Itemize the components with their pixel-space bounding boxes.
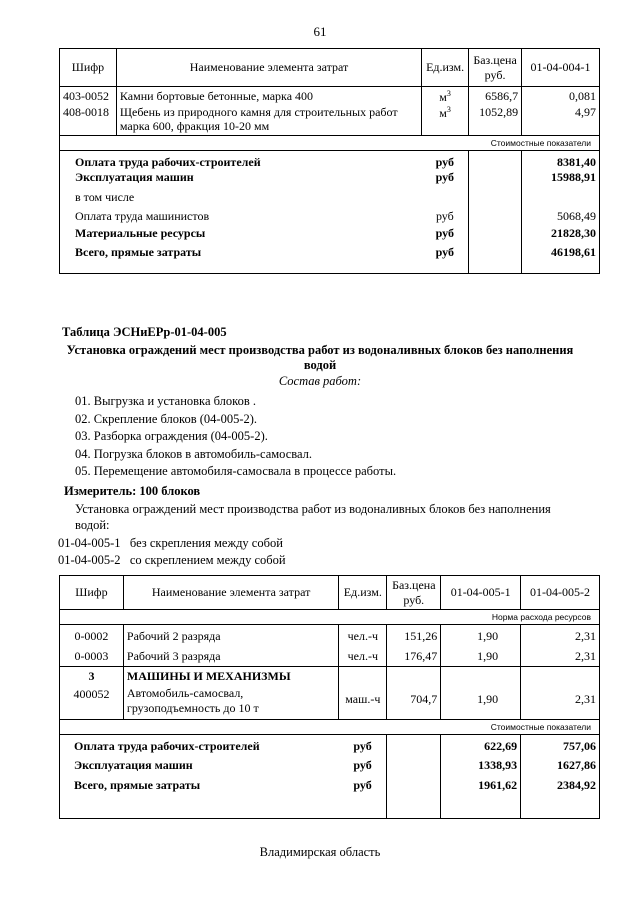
summary-value: 15988,91	[522, 170, 600, 190]
summary-value-2: 1627,86	[521, 756, 600, 776]
work-step: 04. Погрузка блоков в автомобиль-самосвал.	[75, 446, 313, 461]
unit-superscript: 3	[446, 105, 451, 114]
resource-table-2	[59, 575, 600, 819]
col-header-price: Баз.цена руб.	[387, 576, 441, 610]
summary-row	[60, 245, 600, 273]
summary-label: Оплата труда рабочих-строителей	[60, 734, 339, 756]
summary-unit: руб	[353, 738, 372, 753]
col-header-variant-1: 01-04-005-1	[441, 576, 521, 610]
summary-row	[60, 170, 600, 190]
summary-row	[60, 734, 600, 756]
summary-value-2: 2384,92	[521, 776, 600, 818]
summary-label: в том числе	[60, 190, 422, 207]
summary-empty	[469, 245, 522, 273]
summary-label: Эксплуатация машин	[60, 170, 422, 190]
summary-unit: руб	[435, 209, 454, 223]
summary-value: 5068,49	[522, 207, 600, 226]
work-step: 03. Разборка ограждения (04-005-2).	[75, 429, 268, 443]
variant-list	[58, 535, 286, 569]
machine-name-line-2: грузоподъемность до 10 т	[126, 701, 259, 715]
summary-empty	[469, 190, 522, 207]
section-label: Стоимостные показатели	[60, 719, 600, 734]
summary-empty	[469, 226, 522, 245]
row-value-2: 2,31	[521, 684, 600, 719]
variant-text: со скреплением между собой	[129, 553, 286, 567]
col-header-name: Наименование элемента затрат	[116, 49, 421, 87]
table-row	[60, 646, 600, 667]
unit-text: м	[439, 106, 447, 120]
summary-row	[60, 756, 600, 776]
group-empty	[441, 667, 521, 685]
group-empty	[521, 667, 600, 685]
summary-empty	[469, 170, 522, 190]
summary-empty	[387, 734, 441, 756]
group-code: 3	[60, 667, 124, 685]
description	[75, 501, 551, 533]
row-unit: чел.-ч	[339, 646, 387, 667]
col-header-value: 01-04-004-1	[522, 49, 600, 87]
row-value: 4,97	[522, 105, 600, 135]
col-header-code: Шифр	[60, 49, 117, 87]
heading-line-1: Установка ограждений мест производства работ из водоналивных блоков без наполнения	[66, 343, 574, 357]
table-row	[60, 684, 600, 719]
summary-row	[60, 226, 600, 245]
summary-unit: руб	[353, 758, 372, 772]
summary-row	[60, 776, 600, 818]
table-row	[60, 625, 600, 646]
norm-label-row	[60, 610, 600, 625]
group-empty	[387, 667, 441, 685]
row-unit: чел.-ч	[339, 625, 387, 646]
unit-text: м	[439, 90, 447, 104]
row-value-2: 2,31	[521, 625, 600, 646]
row-price: 176,47	[387, 646, 441, 667]
variant-text: без скрепления между собой	[129, 536, 283, 550]
footer-region: Владимирская область	[259, 845, 381, 859]
summary-value: 8381,40	[522, 150, 600, 170]
page-number: 61	[313, 24, 327, 39]
desc-line-2: водой:	[75, 518, 110, 532]
row-value-2: 2,31	[521, 646, 600, 667]
row-price: 704,7	[387, 684, 441, 719]
variant-code: 01-04-005-2	[58, 553, 121, 567]
work-steps	[75, 393, 396, 481]
machine-name-line-1: Автомобиль-самосвал,	[126, 686, 244, 700]
summary-row	[60, 150, 600, 170]
row-value-1: 1,90	[441, 646, 521, 667]
summary-label: Эксплуатация машин	[60, 756, 339, 776]
work-step: 05. Перемещение автомобиля-самосвала в процессе работы.	[75, 464, 397, 478]
meter-line: Измеритель: 100 блоков	[64, 484, 201, 498]
col-header-code: Шифр	[60, 576, 124, 610]
col-header-name: Наименование элемента затрат	[123, 576, 338, 610]
summary-empty	[469, 150, 522, 170]
row-value: 0,081	[522, 87, 600, 106]
resource-table-1	[59, 48, 600, 274]
col-header-unit: Ед.изм.	[422, 49, 469, 87]
summary-label: Оплата труда рабочих-строителей	[60, 150, 422, 170]
row-unit: маш.-ч	[339, 684, 387, 719]
work-step: 02. Скрепление блоков (04-005-2).	[75, 411, 258, 426]
heading-line-2: водой	[303, 358, 337, 372]
summary-row	[60, 190, 600, 207]
row-name: Рабочий 2 разряда	[123, 625, 338, 646]
norm-label: Норма расхода ресурсов	[60, 610, 600, 625]
row-code: 403-0052	[60, 87, 117, 106]
row-code: 0-0002	[60, 625, 124, 646]
row-price: 6586,7	[469, 87, 522, 106]
row-name: Щебень из природного камня для строительных работ марка 600, фракция 10-20 мм	[116, 105, 421, 135]
summary-empty	[387, 776, 441, 818]
summary-unit: руб	[339, 776, 387, 818]
summary-value-1: 1961,62	[441, 776, 521, 818]
summary-label: Оплата труда машинистов	[60, 207, 422, 226]
table1-header-row	[60, 49, 600, 87]
composition-title: Состав работ:	[278, 374, 362, 388]
unit-superscript: 3	[446, 89, 451, 98]
variant-code: 01-04-005-1	[58, 536, 121, 550]
summary-value-2: 757,06	[521, 734, 600, 756]
summary-label: Материальные ресурсы	[60, 226, 422, 245]
col-header-variant-2: 01-04-005-2	[521, 576, 600, 610]
summary-unit: руб	[422, 245, 469, 273]
summary-value: 46198,61	[522, 245, 600, 273]
col-header-unit: Ед.изм.	[339, 576, 387, 610]
summary-value	[522, 190, 600, 207]
row-name: Камни бортовые бетонные, марка 400	[116, 87, 421, 106]
row-code: 400052	[60, 684, 124, 719]
col-header-price: Баз.цена руб.	[469, 49, 522, 87]
row-name: Рабочий 3 разряда	[123, 646, 338, 667]
row-code: 408-0018	[60, 105, 117, 135]
row-unit	[422, 87, 469, 106]
row-name	[123, 684, 338, 719]
work-step: 01. Выгрузка и установка блоков .	[75, 394, 256, 408]
section-heading	[40, 343, 600, 373]
summary-value: 21828,30	[522, 226, 600, 245]
group-name: МАШИНЫ И МЕХАНИЗМЫ	[123, 667, 338, 685]
table2-header-row	[60, 576, 600, 610]
table-title: Таблица ЭСНиЕРр-01-04-005	[62, 325, 227, 339]
row-value-1: 1,90	[441, 625, 521, 646]
summary-unit: руб	[435, 170, 455, 184]
row-value-1: 1,90	[441, 684, 521, 719]
row-price: 1052,89	[469, 105, 522, 135]
section-label-row	[60, 719, 600, 734]
row-code: 0-0003	[60, 646, 124, 667]
variant-item	[58, 552, 286, 569]
summary-unit: руб	[435, 154, 455, 169]
variant-item	[58, 535, 286, 552]
summary-unit	[422, 190, 469, 207]
group-empty	[339, 667, 387, 685]
row-unit	[422, 105, 469, 135]
group-row	[60, 667, 600, 685]
summary-label: Всего, прямые затраты	[60, 776, 339, 818]
table-row	[60, 105, 600, 135]
summary-label: Всего, прямые затраты	[60, 245, 422, 273]
summary-empty	[387, 756, 441, 776]
summary-value-1: 1338,93	[441, 756, 521, 776]
section-label-row	[60, 135, 600, 150]
summary-unit: руб	[435, 226, 455, 240]
summary-value-1: 622,69	[441, 734, 521, 756]
desc-line-1: Установка ограждений мест производства работ из водоналивных блоков без наполнения	[75, 502, 551, 516]
row-price: 151,26	[387, 625, 441, 646]
section-label: Стоимостные показатели	[60, 135, 600, 150]
table-row	[60, 87, 600, 106]
summary-row	[60, 207, 600, 226]
summary-empty	[469, 207, 522, 226]
